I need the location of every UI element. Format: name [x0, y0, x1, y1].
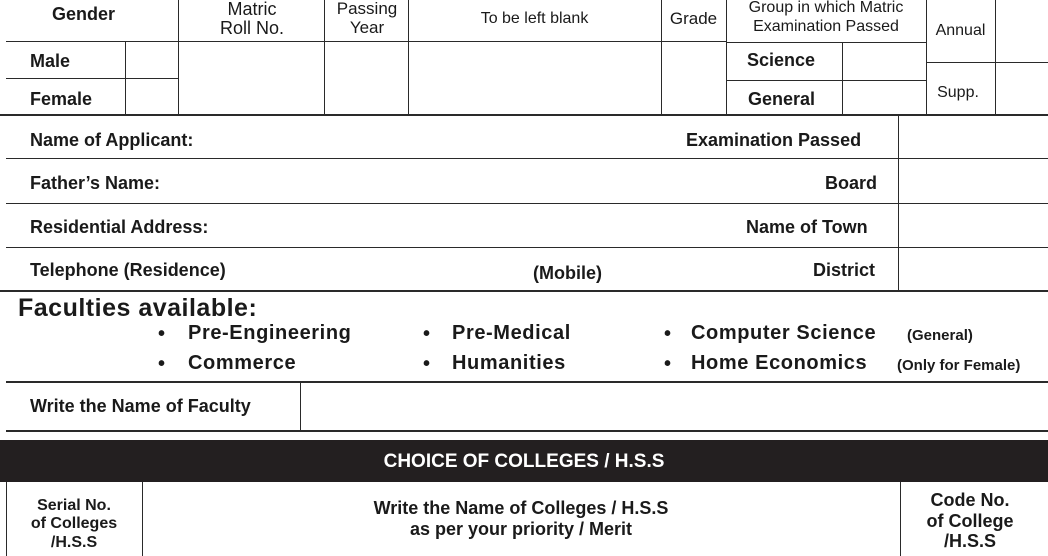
- serial-header-line1: Serial No.: [37, 497, 111, 514]
- annual-label: Annual: [935, 22, 986, 39]
- grade-header: Grade: [669, 9, 718, 28]
- exam-passed-label: Examination Passed: [686, 130, 862, 150]
- faculty-home-economics: Home Economics: [691, 352, 868, 374]
- faculty-home-economics-note: (Only for Female): [897, 357, 1021, 374]
- board-label: Board: [825, 173, 878, 193]
- science-label: Science: [747, 50, 816, 70]
- male-label: Male: [30, 51, 71, 71]
- bullet-icon: •: [423, 323, 431, 345]
- blank-header: To be left blank: [480, 10, 589, 27]
- college-name-header-line1: Write the Name of Colleges / H.S.S: [373, 498, 669, 518]
- code-header-line3: /H.S.S: [943, 531, 996, 551]
- serial-header-line2: of Colleges: [30, 515, 118, 532]
- bullet-icon: •: [664, 353, 672, 375]
- faculty-pre-medical: Pre-Medical: [452, 322, 571, 344]
- bullet-icon: •: [664, 323, 672, 345]
- faculty-write-label: Write the Name of Faculty: [30, 396, 251, 416]
- college-name-header-line2: as per your priority / Merit: [409, 519, 633, 539]
- faculty-humanities: Humanities: [452, 352, 566, 374]
- colleges-banner-title: CHOICE OF COLLEGES / H.S.S: [383, 451, 665, 472]
- matric-roll-header-line1: Matric: [227, 0, 277, 19]
- supp-label: Supp.: [937, 84, 979, 101]
- faculty-name-field[interactable]: [301, 383, 1048, 431]
- exam-passed-field[interactable]: [899, 116, 1048, 158]
- matric-roll-header-line2: Roll No.: [219, 18, 285, 38]
- bullet-icon: •: [423, 353, 431, 375]
- passing-year-header-line1: Passing: [336, 0, 398, 18]
- father-name-label: Father’s Name:: [30, 173, 161, 193]
- faculty-commerce: Commerce: [188, 352, 297, 374]
- bullet-icon: •: [158, 353, 166, 375]
- serial-header-line3: /H.S.S: [50, 534, 98, 551]
- board-field[interactable]: [899, 159, 1048, 203]
- district-field[interactable]: [899, 248, 1048, 290]
- town-field[interactable]: [899, 204, 1048, 247]
- faculty-computer-science: Computer Science: [691, 322, 877, 344]
- faculty-computer-science-note: (General): [907, 327, 973, 344]
- town-label: Name of Town: [746, 217, 868, 237]
- colleges-banner: [0, 440, 1048, 482]
- address-label: Residential Address:: [30, 217, 209, 237]
- mobile-label: (Mobile): [533, 263, 602, 283]
- phone-label: Telephone (Residence): [30, 260, 226, 280]
- general-label: General: [748, 89, 816, 109]
- applicant-name-label: Name of Applicant:: [30, 130, 194, 150]
- faculties-title: Faculties available:: [18, 294, 258, 322]
- group-header-line2: Examination Passed: [753, 18, 899, 35]
- gender-header: Gender: [52, 4, 116, 24]
- code-header-line2: of College: [926, 511, 1014, 531]
- bullet-icon: •: [158, 323, 166, 345]
- code-header-line1: Code No.: [930, 490, 1010, 510]
- faculty-pre-engineering: Pre-Engineering: [188, 322, 352, 344]
- passing-year-header-line2: Year: [349, 18, 385, 37]
- group-header-line1: Group in which Matric: [748, 0, 904, 16]
- district-label: District: [813, 260, 876, 280]
- female-label: Female: [30, 89, 93, 109]
